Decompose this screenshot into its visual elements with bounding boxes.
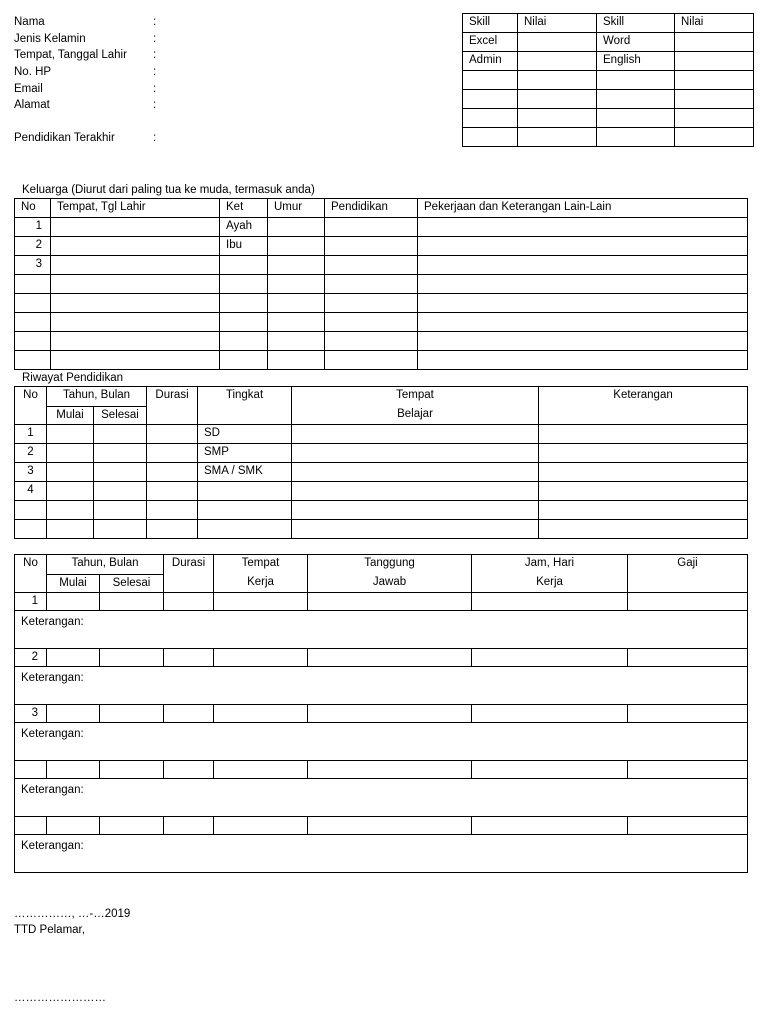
personal-education-label: Pendidikan Terakhir — [14, 132, 115, 144]
education-section-title: Riwayat Pendidikan — [22, 372, 124, 384]
skills-row — [463, 90, 754, 109]
work-note-label: Keterangan: — [21, 840, 84, 852]
work-header-jam-line1: Jam, Hari — [524, 557, 575, 569]
work-gaji-cell[interactable] — [628, 649, 748, 667]
work-header-durasi: Durasi — [164, 555, 214, 593]
skills-cell[interactable] — [518, 52, 597, 71]
work-header-tempat-line1: Tempat — [241, 557, 280, 569]
work-header-tempat-line2: Kerja — [247, 576, 274, 588]
work-gaji-cell[interactable] — [628, 705, 748, 723]
work-no-cell: 1 — [15, 593, 47, 611]
education-row — [15, 444, 748, 463]
work-note-cell[interactable] — [15, 611, 748, 649]
education-keterangan-cell[interactable] — [539, 520, 748, 539]
work-tanggung-cell[interactable] — [308, 705, 472, 723]
education-tempat-cell[interactable] — [292, 482, 539, 501]
family-cell[interactable] — [325, 237, 418, 256]
personal-education-colon: : — [153, 132, 157, 144]
education-no-cell — [15, 501, 47, 520]
skills-cell[interactable] — [463, 71, 518, 90]
skills-header-cell: Skill — [597, 14, 675, 33]
work-header-gaji: Gaji — [628, 555, 748, 593]
family-cell[interactable] — [268, 351, 325, 370]
work-tempat-cell[interactable] — [214, 649, 308, 667]
work-durasi-cell[interactable] — [164, 593, 214, 611]
signature-ttd-label: TTD Pelamar, — [14, 924, 85, 936]
work-selesai-cell[interactable] — [100, 593, 164, 611]
family-row — [15, 275, 748, 294]
work-mulai-cell[interactable] — [47, 593, 100, 611]
family-cell[interactable] — [268, 256, 325, 275]
education-durasi-cell[interactable] — [147, 482, 198, 501]
family-cell[interactable] — [220, 351, 268, 370]
education-mulai-cell[interactable] — [47, 425, 94, 444]
education-durasi-cell[interactable] — [147, 444, 198, 463]
personal-field-colon: : — [153, 83, 157, 95]
family-cell[interactable] — [325, 351, 418, 370]
family-cell[interactable]: Ibu — [220, 237, 268, 256]
work-header-selesai: Selesai — [100, 575, 164, 593]
family-cell[interactable] — [220, 332, 268, 351]
work-mulai-cell[interactable] — [47, 705, 100, 723]
skills-cell[interactable] — [518, 90, 597, 109]
work-tempat-cell[interactable] — [214, 761, 308, 779]
edu-header-tempat-line2: Belajar — [397, 408, 433, 420]
work-no-cell: 2 — [15, 649, 47, 667]
signature-date-line: ……………, …-…2019 — [14, 908, 131, 920]
family-table — [14, 198, 748, 370]
edu-header-selesai: Selesai — [94, 407, 147, 425]
work-tempat-cell[interactable] — [214, 593, 308, 611]
work-jam-cell[interactable] — [472, 705, 628, 723]
family-cell[interactable] — [51, 294, 220, 313]
personal-field-colon: : — [153, 99, 157, 111]
work-no-cell — [15, 817, 47, 835]
work-note-label: Keterangan: — [21, 728, 84, 740]
personal-field-label: No. HP — [14, 66, 52, 78]
skills-row — [463, 71, 754, 90]
education-keterangan-cell[interactable] — [539, 463, 748, 482]
edu-header-tempat — [292, 387, 539, 425]
work-header-mulai: Mulai — [47, 575, 100, 593]
education-no-cell: 1 — [15, 425, 47, 444]
work-durasi-cell[interactable] — [164, 649, 214, 667]
work-tempat-cell[interactable] — [214, 705, 308, 723]
skills-cell[interactable] — [597, 109, 675, 128]
edu-header-no: No — [15, 387, 47, 425]
personal-field-colon: : — [153, 16, 157, 28]
edu-header-tempat-line1: Tempat — [396, 389, 434, 401]
education-tingkat-cell — [198, 520, 292, 539]
personal-field-colon: : — [153, 33, 157, 45]
family-cell[interactable] — [51, 313, 220, 332]
family-cell[interactable] — [51, 351, 220, 370]
family-cell[interactable] — [51, 332, 220, 351]
work-entry-row — [15, 705, 748, 723]
education-tempat-cell[interactable] — [292, 425, 539, 444]
family-cell[interactable] — [15, 313, 51, 332]
education-tingkat-cell — [198, 501, 292, 520]
personal-field-colon: : — [153, 49, 157, 61]
work-no-cell — [15, 761, 47, 779]
education-row — [15, 501, 748, 520]
education-selesai-cell[interactable] — [94, 520, 147, 539]
education-row — [15, 520, 748, 539]
education-tingkat-cell — [198, 482, 292, 501]
work-tanggung-cell[interactable] — [308, 649, 472, 667]
education-durasi-cell[interactable] — [147, 520, 198, 539]
education-no-cell: 3 — [15, 463, 47, 482]
work-note-label: Keterangan: — [21, 672, 84, 684]
education-selesai-cell[interactable] — [94, 501, 147, 520]
skills-header-cell: Skill — [463, 14, 518, 33]
skills-cell[interactable] — [463, 109, 518, 128]
family-cell[interactable] — [51, 275, 220, 294]
skills-cell[interactable] — [675, 71, 754, 90]
work-tanggung-cell[interactable] — [308, 593, 472, 611]
family-cell[interactable] — [51, 237, 220, 256]
skills-cell[interactable] — [463, 90, 518, 109]
skills-cell[interactable]: English — [597, 52, 675, 71]
work-note-cell[interactable] — [15, 835, 748, 873]
personal-field-label: Jenis Kelamin — [14, 33, 86, 45]
work-note-row — [15, 779, 748, 817]
edu-header-durasi: Durasi — [147, 387, 198, 425]
work-note-row — [15, 835, 748, 873]
skills-cell[interactable] — [675, 90, 754, 109]
work-entry-row — [15, 593, 748, 611]
skills-cell[interactable] — [675, 128, 754, 147]
family-cell[interactable] — [325, 256, 418, 275]
work-entry-row — [15, 817, 748, 835]
education-selesai-cell[interactable] — [94, 425, 147, 444]
education-keterangan-cell[interactable] — [539, 482, 748, 501]
skills-row — [463, 33, 754, 52]
work-tanggung-cell[interactable] — [308, 817, 472, 835]
family-cell[interactable] — [268, 237, 325, 256]
family-cell[interactable] — [418, 294, 748, 313]
work-durasi-cell[interactable] — [164, 817, 214, 835]
education-mulai-cell[interactable] — [47, 482, 94, 501]
education-row — [15, 425, 748, 444]
skills-cell[interactable] — [597, 128, 675, 147]
education-mulai-cell[interactable] — [47, 463, 94, 482]
family-cell[interactable] — [418, 218, 748, 237]
work-note-cell[interactable] — [15, 667, 748, 705]
work-header-jam-line2: Kerja — [536, 576, 563, 588]
work-entry-row — [15, 649, 748, 667]
education-selesai-cell[interactable] — [94, 444, 147, 463]
family-row — [15, 294, 748, 313]
work-jam-cell[interactable] — [472, 761, 628, 779]
education-keterangan-cell[interactable] — [539, 444, 748, 463]
work-tanggung-cell[interactable] — [308, 761, 472, 779]
family-header-cell: Pekerjaan dan Keterangan Lain-Lain — [418, 199, 748, 218]
edu-header-tingkat: Tingkat — [198, 387, 292, 425]
skills-table — [462, 13, 754, 147]
family-cell[interactable] — [15, 332, 51, 351]
skills-cell[interactable] — [518, 109, 597, 128]
family-cell[interactable] — [418, 237, 748, 256]
education-row — [15, 482, 748, 501]
family-cell[interactable] — [268, 294, 325, 313]
work-note-cell[interactable] — [15, 723, 748, 761]
education-keterangan-cell[interactable] — [539, 501, 748, 520]
family-cell[interactable] — [418, 275, 748, 294]
education-durasi-cell[interactable] — [147, 463, 198, 482]
education-mulai-cell[interactable] — [47, 501, 94, 520]
family-row — [15, 218, 748, 237]
family-row — [15, 313, 748, 332]
work-header-no: No — [15, 555, 47, 593]
family-cell[interactable] — [220, 313, 268, 332]
family-header-cell: Umur — [268, 199, 325, 218]
family-row — [15, 256, 748, 275]
work-selesai-cell[interactable] — [100, 817, 164, 835]
skills-cell[interactable] — [675, 33, 754, 52]
education-selesai-cell[interactable] — [94, 482, 147, 501]
personal-field-label: Tempat, Tanggal Lahir — [14, 49, 127, 61]
skills-header-row — [463, 14, 754, 33]
family-cell[interactable]: 1 — [15, 218, 51, 237]
education-durasi-cell[interactable] — [147, 501, 198, 520]
education-tingkat-cell: SD — [198, 425, 292, 444]
family-cell[interactable] — [15, 294, 51, 313]
skills-cell[interactable] — [597, 71, 675, 90]
education-no-cell — [15, 520, 47, 539]
skills-cell[interactable] — [518, 128, 597, 147]
education-row — [15, 463, 748, 482]
education-tempat-cell[interactable] — [292, 463, 539, 482]
work-header-tanggung-line2: Jawab — [372, 576, 407, 588]
education-table — [14, 386, 748, 539]
family-cell[interactable] — [268, 313, 325, 332]
edu-header-keterangan: Keterangan — [539, 387, 748, 425]
family-cell[interactable] — [325, 294, 418, 313]
work-gaji-cell[interactable] — [628, 761, 748, 779]
family-cell[interactable] — [268, 275, 325, 294]
education-mulai-cell[interactable] — [47, 444, 94, 463]
personal-field-label: Nama — [14, 16, 45, 28]
education-tingkat-cell: SMP — [198, 444, 292, 463]
family-header-cell: Tempat, Tgl Lahir — [51, 199, 220, 218]
work-selesai-cell[interactable] — [100, 649, 164, 667]
skills-cell[interactable] — [675, 109, 754, 128]
work-header-tahun: Tahun, Bulan — [47, 555, 164, 575]
work-note-row — [15, 611, 748, 649]
family-cell[interactable] — [15, 275, 51, 294]
family-header-cell: Ket — [220, 199, 268, 218]
edu-header-tahun: Tahun, Bulan — [47, 387, 147, 407]
skills-cell[interactable]: Admin — [463, 52, 518, 71]
work-header-tanggung-line1: Tanggung — [364, 557, 415, 569]
work-gaji-cell[interactable] — [628, 593, 748, 611]
work-note-label: Keterangan: — [21, 784, 84, 796]
family-cell[interactable] — [418, 256, 748, 275]
skills-cell[interactable] — [597, 90, 675, 109]
family-header-cell: No — [15, 199, 51, 218]
skills-cell[interactable] — [675, 52, 754, 71]
skills-cell[interactable]: Word — [597, 33, 675, 52]
skills-cell[interactable] — [518, 33, 597, 52]
family-cell[interactable] — [325, 275, 418, 294]
skills-cell[interactable] — [463, 128, 518, 147]
personal-field-label: Alamat — [14, 99, 50, 111]
work-note-cell[interactable] — [15, 779, 748, 817]
family-cell[interactable]: Ayah — [220, 218, 268, 237]
family-cell[interactable] — [325, 332, 418, 351]
work-note-row — [15, 723, 748, 761]
family-cell[interactable] — [220, 275, 268, 294]
work-jam-cell[interactable] — [472, 817, 628, 835]
work-durasi-cell[interactable] — [164, 705, 214, 723]
work-mulai-cell[interactable] — [47, 649, 100, 667]
family-cell[interactable] — [418, 332, 748, 351]
work-tempat-cell[interactable] — [214, 817, 308, 835]
family-cell[interactable] — [220, 294, 268, 313]
work-entry-row — [15, 761, 748, 779]
education-no-cell: 4 — [15, 482, 47, 501]
family-row — [15, 237, 748, 256]
family-header-cell: Pendidikan — [325, 199, 418, 218]
education-durasi-cell[interactable] — [147, 425, 198, 444]
education-tempat-cell[interactable] — [292, 501, 539, 520]
family-cell[interactable] — [51, 218, 220, 237]
education-tingkat-cell: SMA / SMK — [198, 463, 292, 482]
skills-row — [463, 52, 754, 71]
family-cell[interactable] — [268, 218, 325, 237]
education-no-cell: 2 — [15, 444, 47, 463]
skills-header-cell: Nilai — [675, 14, 754, 33]
signature-name-line: …………………… — [14, 992, 106, 1004]
work-history-table — [14, 554, 748, 873]
family-cell[interactable]: 2 — [15, 237, 51, 256]
work-header-tempat — [214, 555, 308, 593]
work-note-label: Keterangan: — [21, 616, 84, 628]
family-row — [15, 332, 748, 351]
family-cell[interactable] — [418, 351, 748, 370]
family-header-row — [15, 199, 748, 218]
work-mulai-cell[interactable] — [47, 817, 100, 835]
work-note-row — [15, 667, 748, 705]
family-row — [15, 351, 748, 370]
education-mulai-cell[interactable] — [47, 520, 94, 539]
family-section-title: Keluarga (Diurut dari paling tua ke muda, termasuk anda) — [22, 184, 315, 196]
work-selesai-cell[interactable] — [100, 761, 164, 779]
skills-row — [463, 109, 754, 128]
education-tempat-cell[interactable] — [292, 520, 539, 539]
education-tempat-cell[interactable] — [292, 444, 539, 463]
work-gaji-cell[interactable] — [628, 817, 748, 835]
work-header-tanggung — [308, 555, 472, 593]
skills-cell[interactable] — [518, 71, 597, 90]
education-selesai-cell[interactable] — [94, 463, 147, 482]
education-keterangan-cell[interactable] — [539, 425, 748, 444]
family-cell[interactable] — [268, 332, 325, 351]
skills-row — [463, 128, 754, 147]
skills-header-cell: Nilai — [518, 14, 597, 33]
edu-header-mulai: Mulai — [47, 407, 94, 425]
work-header-jam — [472, 555, 628, 593]
skills-cell[interactable]: Excel — [463, 33, 518, 52]
work-mulai-cell[interactable] — [47, 761, 100, 779]
personal-field-label: Email — [14, 83, 43, 95]
family-cell[interactable] — [51, 256, 220, 275]
work-jam-cell[interactable] — [472, 593, 628, 611]
family-cell[interactable] — [15, 351, 51, 370]
work-durasi-cell[interactable] — [164, 761, 214, 779]
family-cell[interactable]: 3 — [15, 256, 51, 275]
work-jam-cell[interactable] — [472, 649, 628, 667]
family-cell[interactable] — [325, 313, 418, 332]
family-cell[interactable] — [220, 256, 268, 275]
personal-field-colon: : — [153, 66, 157, 78]
work-no-cell: 3 — [15, 705, 47, 723]
family-cell[interactable] — [418, 313, 748, 332]
work-selesai-cell[interactable] — [100, 705, 164, 723]
family-cell[interactable] — [325, 218, 418, 237]
